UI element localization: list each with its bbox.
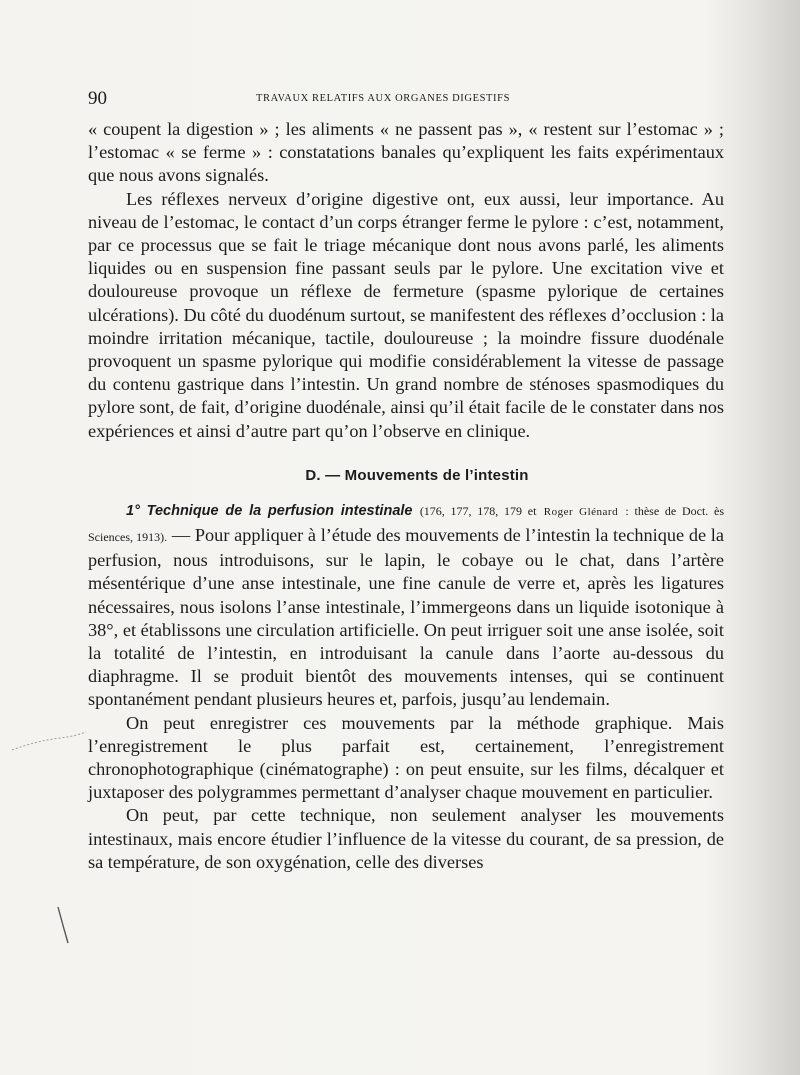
paragraph-continued: « coupent la digestion » ; les aliments « ne passent pas », « restent sur l’estomac » ; l’estomac « se ferme » : constatations banales qu’expliquent les faits expérimentaux que nous avons signalés. — [88, 119, 724, 186]
author-name: Roger Glénard — [543, 505, 619, 518]
margin-pencil-stroke — [56, 905, 70, 945]
paragraph-reflexes: Les réflexes nerveux d’origine digestive ont, eux aussi, leur importance. Au niveau de l’estomac, le contact d’un corps étranger ferme le pylore : c’est, notamment, par ce processus que se fait le triage mécanique dont nous avons parlé, les aliments liquides ou en suspension fine passant seuls par le pylore. Une excitation vive et douloureuse provoque un réflexe de fermeture (spasme pylorique de certaines ulcérations). Du côté du duodénum surtout, se manifestent des réflexes d’occlusion : la moindre irritation mécanique, tactile, douloureuse ; la moindre fissure duodénale provoquent un spasme pylorique qui modifie considérablement la vitesse de passage du contenu gastrique dans l’intestin. Un grand nombre de sténoses spasmodiques du pylore sont, de fait, d’origine duodénale, ainsi qu’il était facile de le constater dans nos expériences et ainsi d’autre part qu’on l’observe en clinique. — [88, 188, 724, 441]
thesis-reference: : thèse de Doct. ès Sciences, 1913). — [88, 503, 725, 545]
margin-pencil-mark — [10, 730, 88, 754]
page-number: 90 — [88, 88, 107, 109]
paragraph-body: — Pour appliquer à l’étude des mouvements de l’intestin la technique de la perfusion, nous introduisons, sur le lapin, le cobaye ou le chat, dans l’artère mésentérique d’une anse intestinale, une fine canule de verre et, après les ligatures nécessaires, nous isolons l’anse intestinale, l’immergeons dans un liquide isotonique à 38°, et établissons une circulation artificielle. On peut irriguer soit une anse isolée, soit la totalité de l’intestin, en introduisant la canule dans l’aorte au-dessous du diaphragme. Il se produit bientôt des mouvements intenses, qui se continuent spontanément pendant plusieurs heures et, parfois, jusqu’au lendemain. — [88, 525, 724, 710]
reference-numbers: (176, 177, 178, 179 et — [419, 503, 537, 518]
subsection-title: 1° Technique de la perfusion intestinale — [126, 502, 413, 519]
paragraph-perfusion-technique — [88, 498, 724, 712]
page-header — [88, 88, 724, 118]
running-head: TRAVAUX RELATIFS AUX ORGANES DIGESTIFS — [256, 93, 511, 104]
paragraph-analysis: On peut, par cette technique, non seulement analyser les mouvements intestinaux, mais encore étudier l’influence de la vitesse du courant, de sa pression, de sa température, de son oxygénation, celle des diverses — [88, 805, 724, 872]
book-page — [88, 88, 724, 874]
section-heading: D. — Mouvements de l’intestin — [305, 466, 529, 484]
paragraph-recording: On peut enregistrer ces mouvements par la méthode graphique. Mais l’enregistrement le plus parfait est, certainement, l’enregistrement chronophotographique (cinématographe) : on peut ensuite, sur les films, décalquer et juxtaposer des polygrammes permettant d’analyser chaque mouvement en particulier. — [88, 712, 724, 803]
